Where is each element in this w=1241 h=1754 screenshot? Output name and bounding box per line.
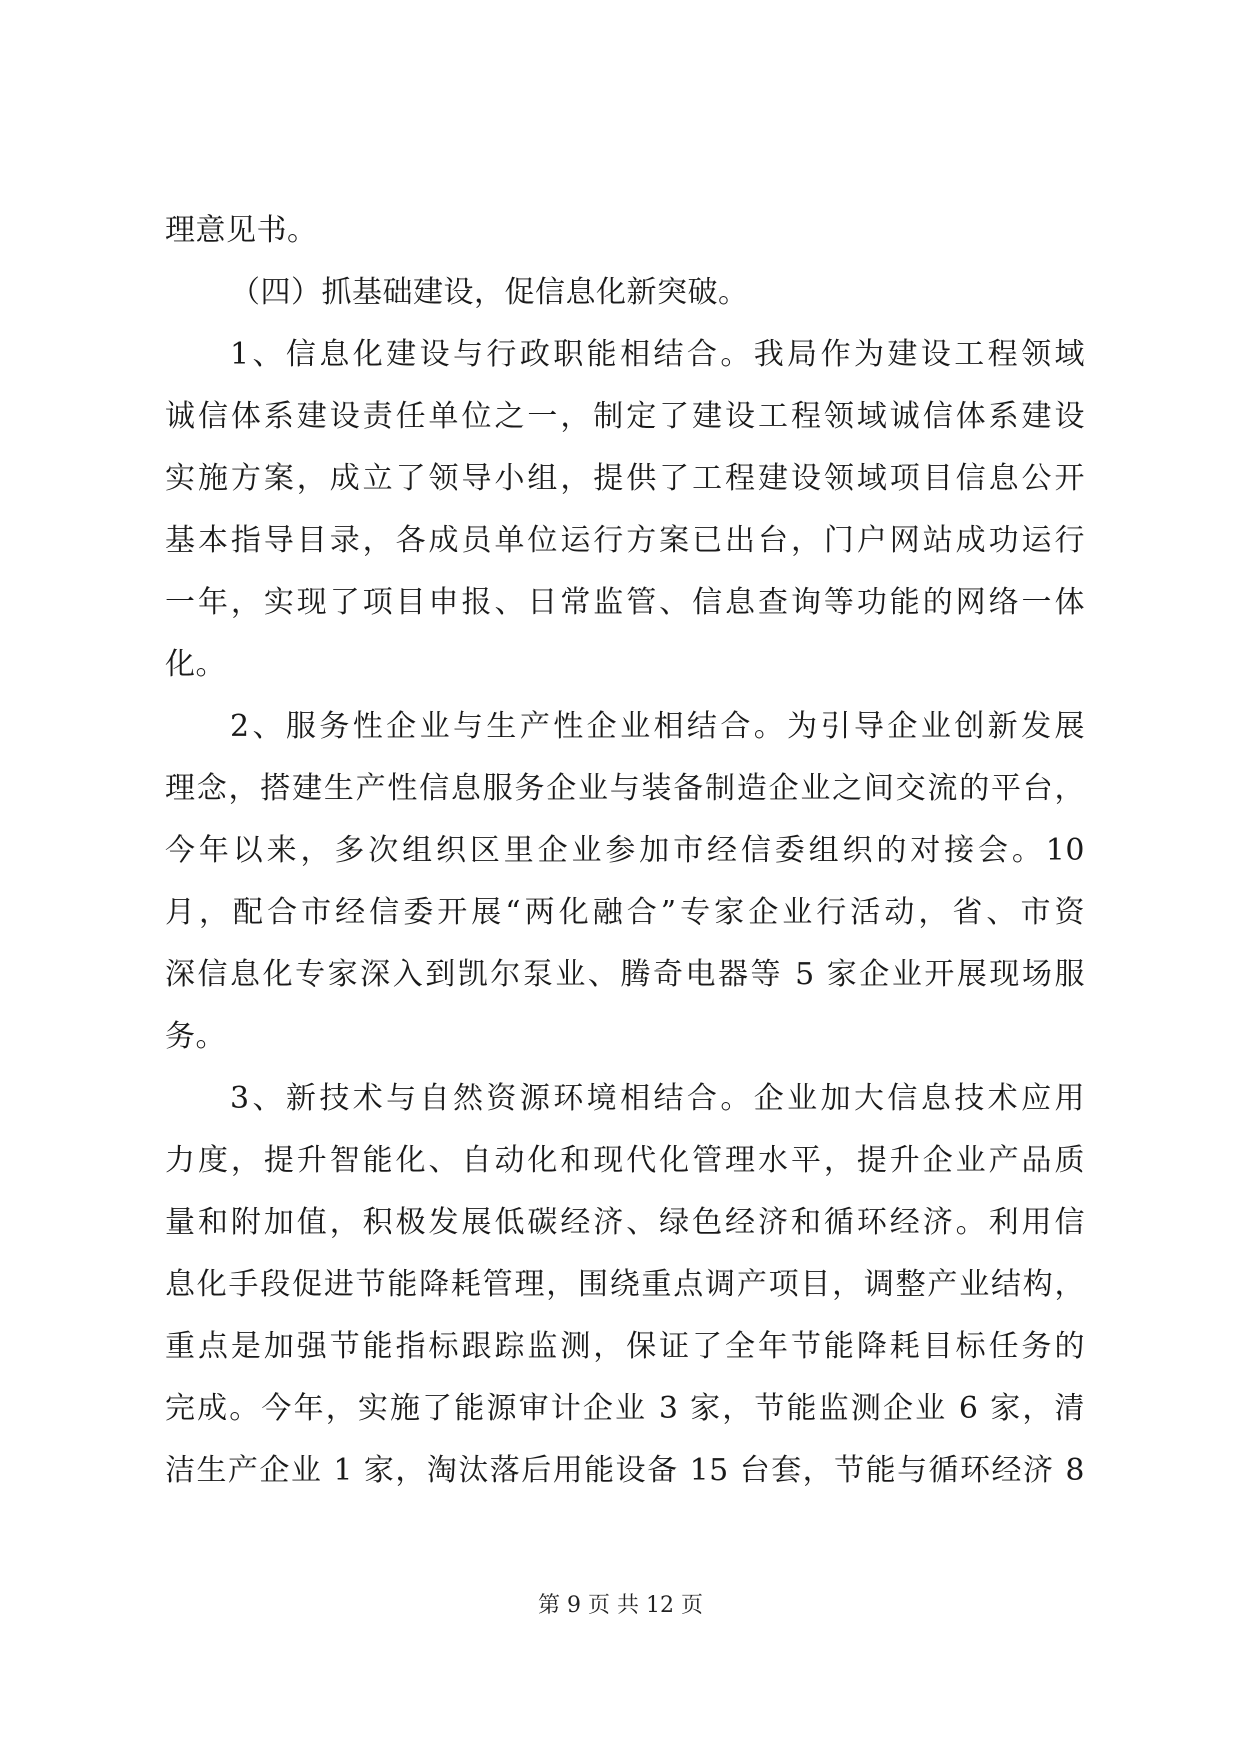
text-line: 务。	[165, 1019, 226, 1054]
text-line: 理意见书。	[165, 213, 318, 248]
text-line: 重点是加强节能指标跟踪监测，保证了全年节能降耗目标任务的	[165, 1329, 1085, 1364]
text-line: 月，配合市经信委开展“两化融合”专家企业行活动，省、市资	[165, 895, 1085, 930]
text-line: 一年，实现了项目申报、日常监管、信息查询等功能的网络一体	[165, 585, 1085, 620]
text-line: 力度，提升智能化、自动化和现代化管理水平，提升企业产品质	[165, 1143, 1085, 1178]
page-footer: 第 9 页 共 12 页	[538, 1593, 703, 1618]
text-line: 诚信体系建设责任单位之一，制定了建设工程领域诚信体系建设	[165, 399, 1085, 434]
text-line: 息化手段促进节能降耗管理，围绕重点调产项目，调整产业结构，	[165, 1267, 1085, 1302]
text-line: 深信息化专家深入到凯尔泵业、腾奇电器等 5 家企业开展现场服	[165, 957, 1085, 992]
text-line: 今年以来，多次组织区里企业参加市经信委组织的对接会。10	[165, 833, 1085, 868]
text-line: 2、服务性企业与生产性企业相结合。为引导企业创新发展	[230, 709, 1085, 744]
section-heading: （四）抓基础建设，促信息化新突破。	[230, 275, 749, 310]
text-line: 实施方案，成立了领导小组，提供了工程建设领域项目信息公开	[165, 461, 1085, 496]
text-line: 化。	[165, 647, 226, 682]
text-line: 1、信息化建设与行政职能相结合。我局作为建设工程领域	[230, 337, 1085, 372]
text-line: 完成。今年，实施了能源审计企业 3 家，节能监测企业 6 家，清	[165, 1391, 1085, 1426]
text-line: 基本指导目录，各成员单位运行方案已出台，门户网站成功运行	[165, 523, 1085, 558]
text-line: 理念，搭建生产性信息服务企业与装备制造企业之间交流的平台，	[165, 771, 1085, 806]
text-line: 量和附加值，积极发展低碳经济、绿色经济和循环经济。利用信	[165, 1205, 1085, 1240]
text-line: 3、新技术与自然资源环境相结合。企业加大信息技术应用	[230, 1081, 1085, 1116]
text-line: 洁生产企业 1 家，淘汰落后用能设备 15 台套，节能与循环经济 8	[165, 1453, 1085, 1488]
